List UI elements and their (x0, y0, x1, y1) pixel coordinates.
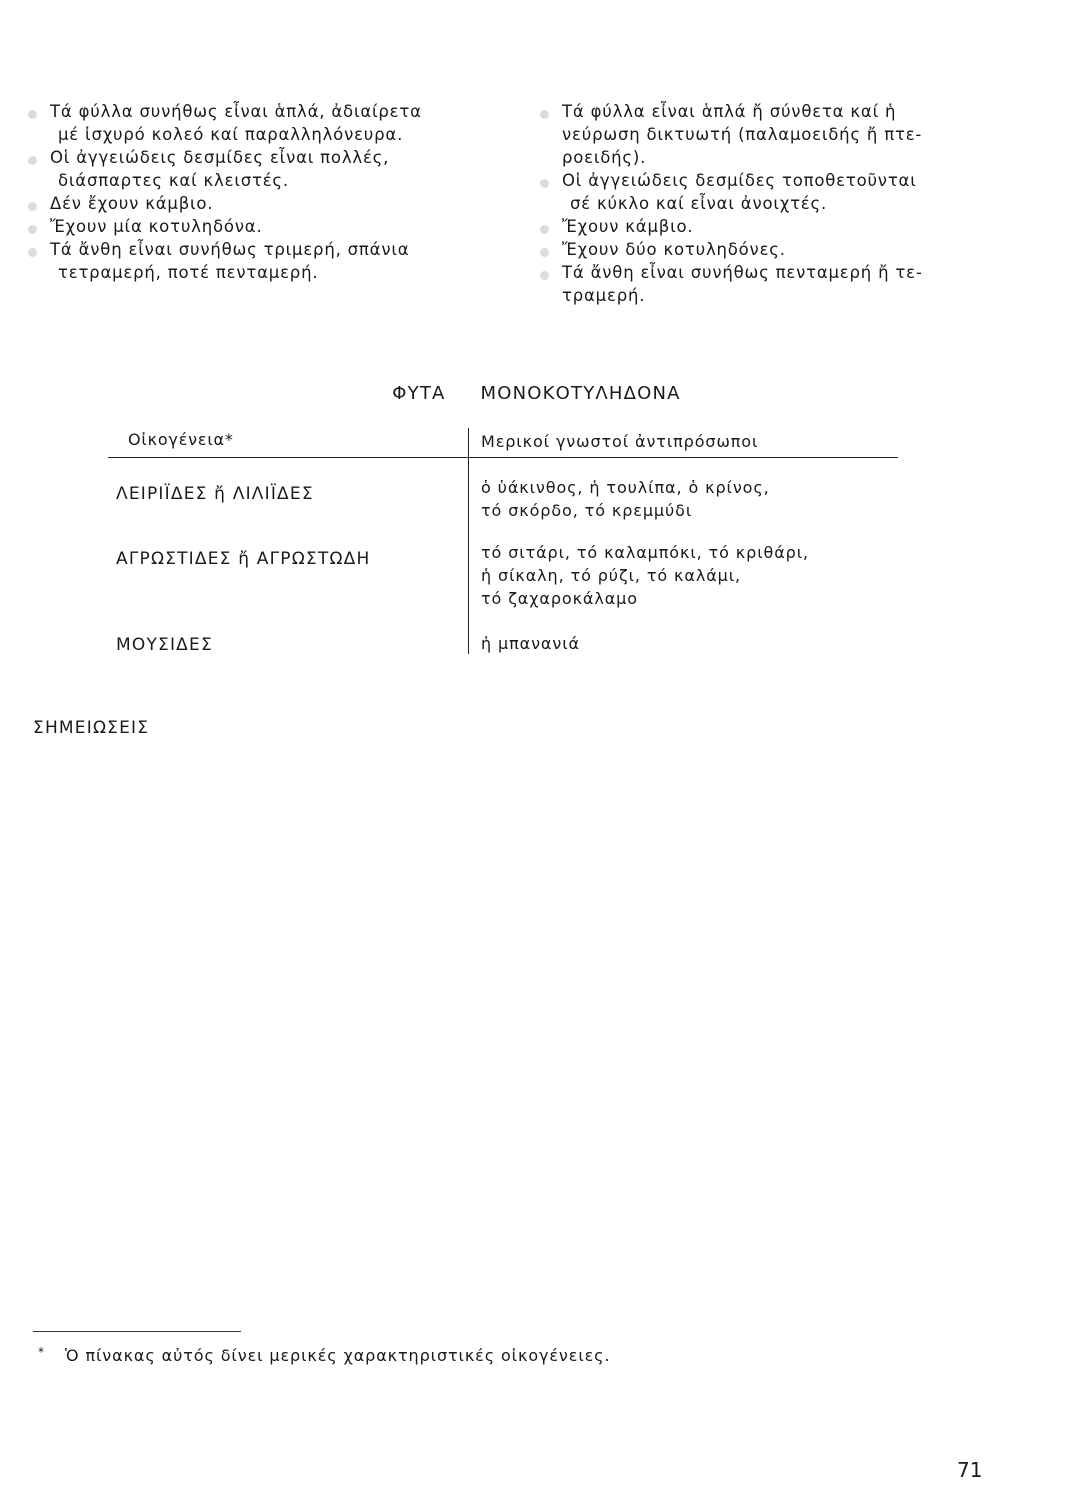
page-number: 71 (957, 1458, 983, 1482)
bullet-icon (540, 271, 549, 280)
footnote-rule (33, 1331, 241, 1332)
item-text-line: Δέν ἔχουν κάμβιο. (50, 194, 214, 213)
family-column-header: Οἰκογένεια* (128, 430, 234, 449)
bullet-icon (28, 202, 37, 211)
notes-heading: ΣΗΜΕΙΩΣΕΙΣ (33, 718, 150, 738)
representatives-column-header: Μερικοί γνωστοί ἀντιπρόσωποι (481, 432, 759, 451)
item-text-line: Ἔχουν δύο κοτυληδόνες. (562, 240, 786, 259)
item-text-line: Οἱ ἀγγειώδεις δεσμίδες εἶναι πολλές, (50, 148, 390, 167)
bullet-icon (540, 110, 549, 119)
item-text-line: Τά ἄνθη εἶναι συνήθως πενταμερή ἤ τε- (562, 263, 923, 282)
list-item (540, 215, 980, 238)
table-row-representatives (481, 476, 770, 522)
representatives-line: ὁ ὑάκινθος, ἡ τουλίπα, ὁ κρίνος, (481, 478, 770, 497)
list-item (540, 100, 980, 169)
list-item (28, 192, 498, 215)
list-item (28, 146, 498, 192)
bullet-icon (28, 156, 37, 165)
table-row-family: ΛΕΙΡΙΪΔΕΣ ἤ ΛΙΛΙΪΔΕΣ (116, 484, 314, 504)
footnote-text: Ὁ πίνακας αὐτός δίνει μερικές χαρακτηριστικές οἰκογένειες. (65, 1346, 611, 1365)
representatives-line: τό σκόρδο, τό κρεμμύδι (481, 501, 693, 520)
item-text-line: νεύρωση δικτυωτή (παλαμοειδής ἤ πτε- (562, 125, 923, 144)
bullet-icon (28, 248, 37, 257)
item-text-line: Ἔχουν μία κοτυληδόνα. (50, 217, 263, 236)
monocot-traits-list (28, 100, 498, 284)
item-text-line: Οἱ ἀγγειώδεις δεσμίδες τοποθετοῦνται (562, 171, 917, 190)
item-text-line: τραμερή. (562, 286, 646, 305)
list-item (28, 238, 498, 284)
list-item (540, 238, 980, 261)
item-text-line: διάσπαρτες καί κλειστές. (58, 171, 289, 190)
footnote-mark: * (38, 1345, 44, 1359)
table-title: ΦΥΤΑ ΜΟΝΟΚΟΤΥΛΗΔΟΝΑ (392, 383, 681, 404)
item-text-line: σέ κύκλο καί εἶναι ἀνοιχτές. (570, 194, 828, 213)
item-text-line: Τά φύλλα συνήθως εἶναι ἁπλά, ἀδιαίρετα (50, 102, 422, 121)
bullet-icon (540, 225, 549, 234)
table-row-representatives (481, 541, 809, 610)
table-header-rule (108, 457, 898, 458)
representatives-line: ἡ μπανανιά (481, 634, 580, 653)
representatives-line: ἡ σίκαλη, τό ρύζι, τό καλάμι, (481, 566, 742, 585)
item-text-line: Τά ἄνθη εἶναι συνήθως τριμερή, σπάνια (50, 240, 410, 259)
item-text-line: Τά φύλλα εἶναι ἁπλά ἤ σύνθετα καί ἡ (562, 102, 897, 121)
list-item (540, 261, 980, 307)
list-item (28, 215, 498, 238)
table-column-divider (468, 428, 469, 654)
bullet-icon (28, 110, 37, 119)
item-text-line: Ἔχουν κάμβιο. (562, 217, 694, 236)
bullet-icon (540, 248, 549, 257)
table-row-representatives (481, 632, 580, 655)
representatives-line: τό σιτάρι, τό καλαμπόκι, τό κριθάρι, (481, 543, 810, 562)
item-text-line: ροειδής). (562, 148, 647, 167)
table-row-family: ΜΟΥΣΙΔΕΣ (116, 635, 213, 655)
bullet-icon (540, 179, 549, 188)
bullet-icon (28, 225, 37, 234)
dicot-traits-list (540, 100, 980, 307)
list-item (540, 169, 980, 215)
item-text-line: μέ ἰσχυρό κολεό καί παραλληλόνευρα. (58, 125, 404, 144)
representatives-line: τό ζαχαροκάλαμο (481, 589, 638, 608)
list-item (28, 100, 498, 146)
item-text-line: τετραμερή, ποτέ πενταμερή. (58, 263, 319, 282)
table-row-family: ΑΓΡΩΣΤΙΔΕΣ ἤ ΑΓΡΩΣΤΩΔΗ (116, 549, 371, 569)
